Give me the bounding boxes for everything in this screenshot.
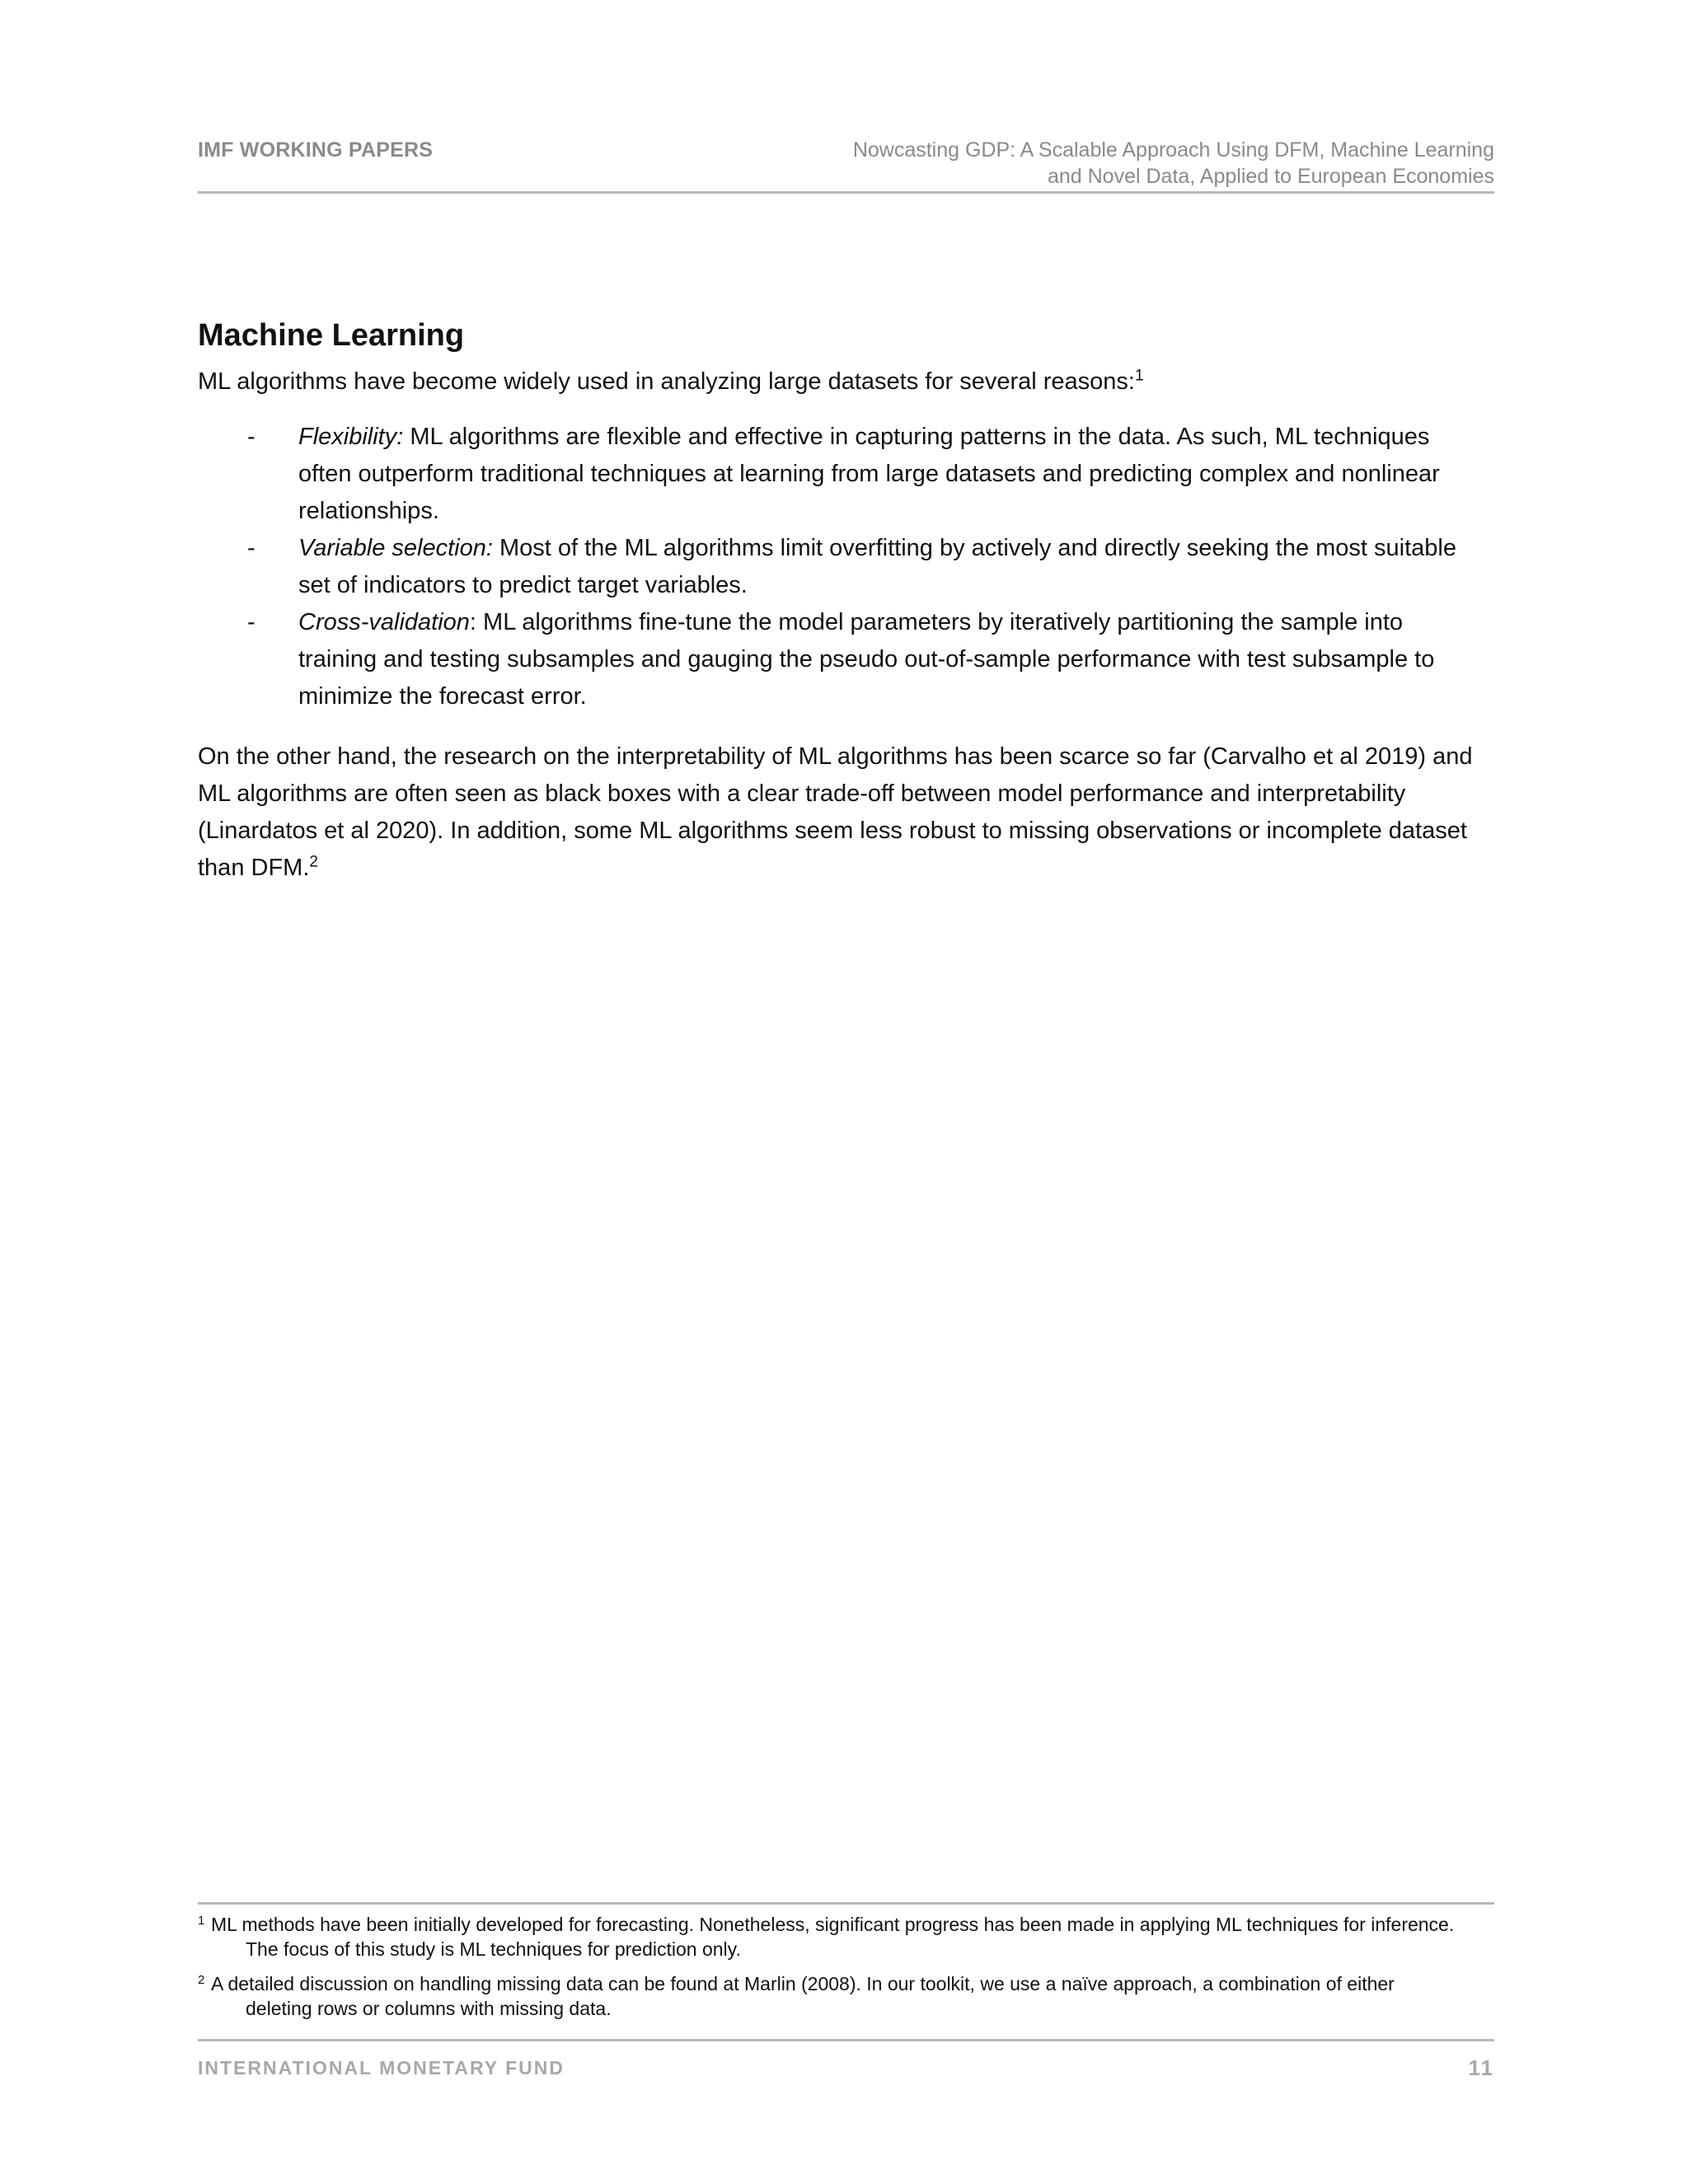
series-title: IMF WORKING PAPERS	[198, 138, 434, 162]
footnote-divider	[198, 1902, 1494, 1905]
bullet-text: : ML algorithms fine-tune the model parameters by iteratively partitioning the sample into training and testing subsamples and gauging the pseudo out-of-sample performance with test subsample to minimize the forecast error.	[298, 609, 1435, 710]
bullet-term: Flexibility:	[298, 424, 404, 450]
footer-divider	[198, 2039, 1494, 2041]
paragraph-text: On the other hand, the research on the interpretability of ML algorithms has been scarce so far (Carvalho et al 2019) and ML algorithms are often seen as black boxes with a clear trade-off between model performance and interpretability (Linardatos et al 2020). In addition, some ML algorithms seem less robust to missing observations or incomplete dataset than DFM.	[198, 743, 1473, 881]
footnote-ref-1[interactable]: 1	[1134, 367, 1144, 385]
footnote-text: A detailed discussion on handling missing data can be found at Marlin (2008). In our toolkit, we use a naïve approach, a combination of either deleting rows or columns with missing data.	[211, 1973, 1395, 2019]
list-item	[198, 419, 1461, 530]
publisher-name: INTERNATIONAL MONETARY FUND	[198, 2057, 565, 2079]
section-heading: Machine Learning	[198, 318, 465, 353]
running-header	[198, 137, 1494, 194]
intro-sentence	[198, 363, 1144, 401]
paper-title-line-1: Nowcasting GDP: A Scalable Approach Using DFM, Machine Learning	[852, 138, 1494, 162]
page-number: 11	[1468, 2055, 1494, 2080]
footnotes	[198, 1912, 1494, 2031]
list-item	[198, 604, 1461, 715]
footnote-text: ML methods have been initially developed for forecasting. Nonetheless, significant progress has been made in applying ML techniques for inference. The focus of this study is ML techniques for prediction only.	[211, 1914, 1455, 1960]
list-item	[198, 530, 1461, 604]
footnote-mark: 2	[198, 1973, 205, 1987]
bullet-term: Variable selection:	[298, 535, 493, 561]
bullet-dash: -	[247, 424, 256, 450]
footnote-1	[198, 1912, 1494, 1961]
body-paragraph	[198, 738, 1494, 887]
bullet-dash: -	[247, 609, 256, 635]
bullet-text: Most of the ML algorithms limit overfitting by actively and directly seeking the most suitable set of indicators to predict target variables.	[298, 535, 1456, 598]
reasons-list	[198, 419, 1494, 715]
document-page	[198, 0, 1494, 2184]
bullet-text: ML algorithms are flexible and effective in capturing patterns in the data. As such, ML techniques often outperform traditional techniques at learning from large datasets and predicting complex and nonlinear relationships.	[298, 424, 1440, 524]
footnote-ref-2[interactable]: 2	[309, 853, 318, 871]
paper-title	[853, 137, 1494, 190]
bullet-dash: -	[247, 535, 256, 561]
footnote-2	[198, 1971, 1494, 2021]
paper-title-line-2: and Novel Data, Applied to European Economies	[1047, 165, 1494, 188]
footnote-mark: 1	[198, 1914, 205, 1928]
intro-text: ML algorithms have become widely used in analyzing large datasets for several reasons:	[198, 368, 1135, 395]
bullet-term: Cross-validation	[298, 609, 470, 635]
